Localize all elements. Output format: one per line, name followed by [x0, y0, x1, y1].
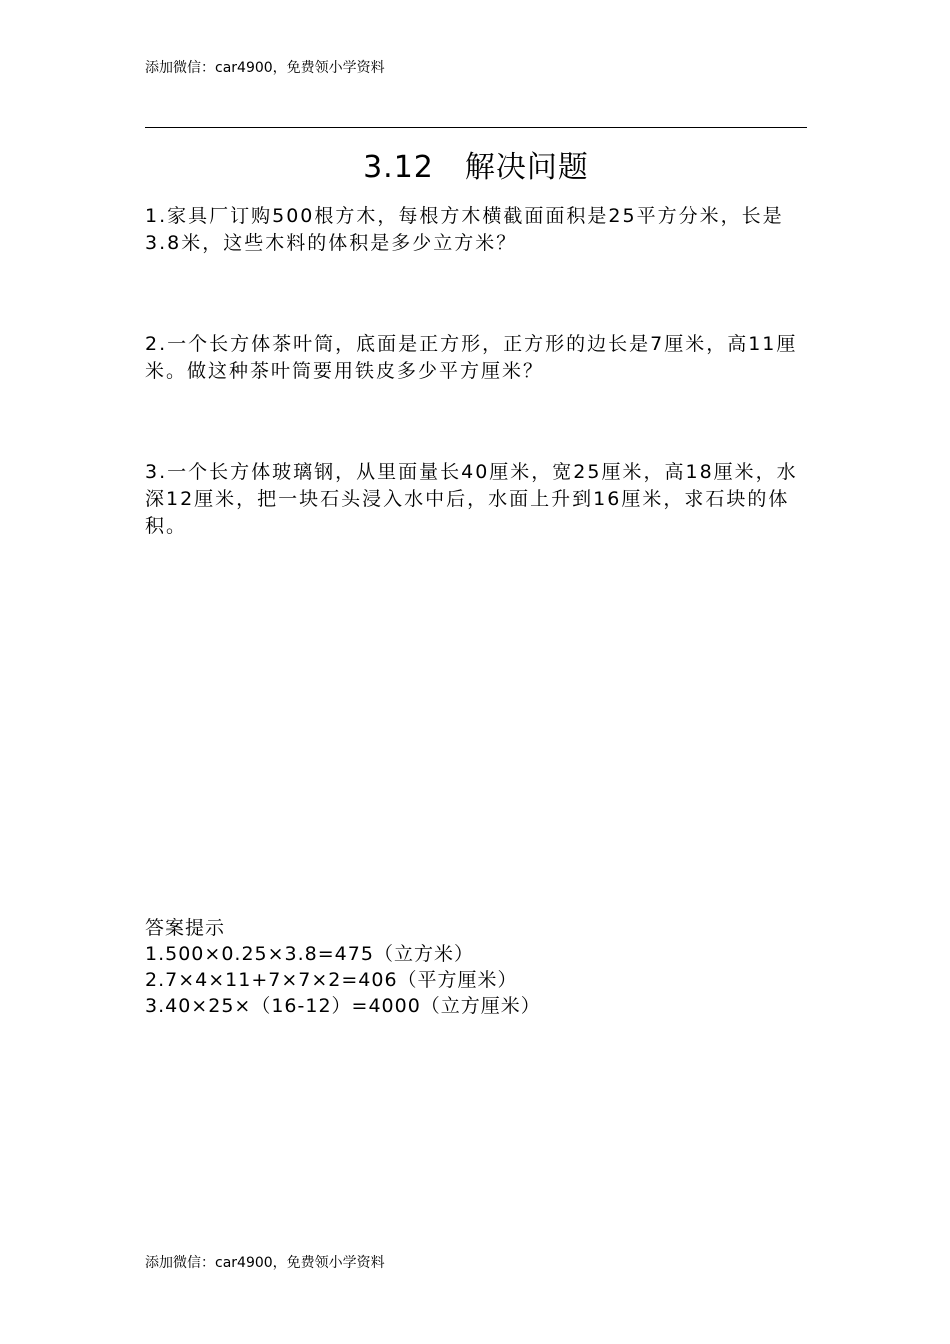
question-1: 1.家具厂订购500根方木，每根方木横截面面积是25平方分米，长是3.8米，这些木料的体积是多少立方米？ — [145, 205, 784, 254]
answer-section — [145, 915, 810, 1019]
page-title: 3.12 解决问题 — [363, 150, 589, 185]
answer-1: 1.500×0.25×3.8=475（立方米） — [145, 943, 474, 965]
header-note: 添加微信：car4900，免费领小学资料 — [145, 60, 385, 76]
answer-heading: 答案提示 — [145, 917, 226, 939]
question-3: 3.一个长方体玻璃钢，从里面量长40厘米，宽25厘米，高18厘米，水深12厘米，把一块石头浸入水中后，水面上升到16厘米，求石块的体积。 — [145, 461, 798, 537]
header-divider — [145, 127, 807, 128]
answer-2: 2.7×4×11+7×7×2=406（平方厘米） — [145, 969, 518, 991]
footer-note: 添加微信：car4900，免费领小学资料 — [145, 1255, 385, 1271]
answer-3: 3.40×25×（16-12）=4000（立方厘米） — [145, 995, 541, 1017]
question-2: 2.一个长方体茶叶筒，底面是正方形，正方形的边长是7厘米，高11厘米。做这种茶叶筒要用铁皮多少平方厘米？ — [145, 333, 798, 382]
